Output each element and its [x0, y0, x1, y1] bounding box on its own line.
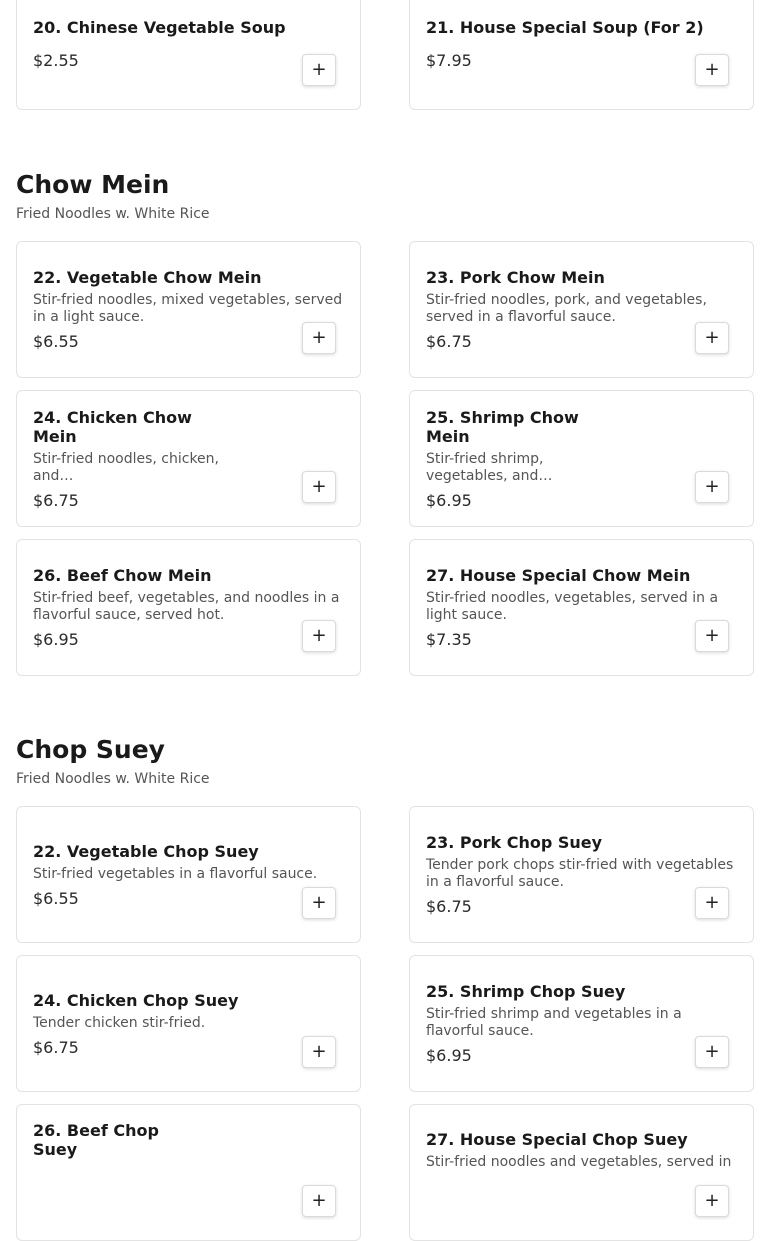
item-description: Stir-fried shrimp and vegetables in a flavorful sauce.	[426, 1006, 682, 1039]
item-price: $6.75	[33, 490, 79, 510]
section-subtitle: Fried Noodles w. White Rice	[16, 771, 210, 787]
item-price: $7.35	[426, 630, 472, 649]
item-name: 22. Vegetable Chop Suey	[33, 841, 259, 861]
item-description: Stir-fried noodles, pork, and vegetables, served in a flavorful sauce.	[426, 292, 707, 325]
section-subtitle: Fried Noodles w. White Rice	[16, 206, 210, 222]
menu-item-card[interactable]	[16, 241, 361, 378]
item-price: $6.95	[426, 490, 472, 510]
item-name: 26. Beef Chow Mein	[33, 566, 212, 585]
add-to-cart-button[interactable]: +	[302, 1036, 336, 1068]
add-to-cart-button[interactable]: +	[695, 1036, 729, 1068]
item-price: $6.75	[33, 1037, 79, 1057]
menu-item-card[interactable]	[16, 806, 361, 943]
menu-item-card[interactable]	[409, 539, 754, 676]
item-description: Stir-fried beef, vegetables, and noodles in a flavorful sauce, served hot.	[33, 590, 340, 623]
item-price: $2.55	[33, 51, 79, 70]
add-to-cart-button[interactable]: +	[302, 322, 336, 354]
item-description: Stir-fried noodles, vegetables, served in a light sauce.	[426, 590, 719, 623]
item-price: $6.55	[33, 332, 79, 351]
menu-item-card[interactable]	[16, 390, 361, 527]
menu-item-card[interactable]	[409, 390, 754, 527]
item-price: $7.95	[426, 51, 472, 70]
menu-item-card[interactable]	[409, 1104, 754, 1241]
add-to-cart-button[interactable]: +	[302, 620, 336, 652]
item-description: Stir-fried vegetables in a flavorful sauce.	[33, 865, 318, 882]
item-name: 21. House Special Soup (For 2)	[426, 18, 704, 37]
item-description: Tender chicken stir-fried.	[33, 1014, 206, 1031]
add-to-cart-button[interactable]: +	[302, 1185, 336, 1217]
item-name: 22. Vegetable Chow Mein	[33, 268, 262, 287]
add-to-cart-button[interactable]: +	[695, 322, 729, 354]
section-title: Chop Suey	[16, 735, 165, 764]
item-name: 24. Chicken Chop Suey	[33, 990, 239, 1010]
add-to-cart-button[interactable]: +	[695, 54, 729, 86]
item-description: Tender pork chops stir-fried with vegetables in a flavorful sauce.	[426, 857, 734, 890]
item-description: Stir-fried noodles, mixed vegetables, served in a light sauce.	[33, 292, 343, 325]
item-price: $6.95	[426, 1046, 472, 1065]
item-price: $6.95	[33, 630, 79, 649]
menu-item-card[interactable]	[409, 241, 754, 378]
menu-item-card[interactable]	[409, 0, 754, 110]
item-name: 20. Chinese Vegetable Soup	[33, 18, 286, 37]
item-name: 23. Pork Chow Mein	[426, 268, 605, 287]
menu-item-card[interactable]	[16, 955, 361, 1092]
item-price: $6.55	[33, 888, 79, 908]
add-to-cart-button[interactable]: +	[695, 620, 729, 652]
add-to-cart-button[interactable]: +	[302, 887, 336, 919]
add-to-cart-button[interactable]: +	[302, 471, 336, 503]
item-name: 27. House Special Chop Suey	[426, 1130, 688, 1149]
item-price: $6.75	[426, 897, 472, 916]
item-description: Stir-fried noodles, chicken, and…	[33, 450, 219, 484]
item-name: 25. Shrimp Chow Mein	[426, 407, 579, 446]
menu-item-card[interactable]	[16, 0, 361, 110]
menu-item-card[interactable]	[409, 955, 754, 1092]
section-title: Chow Mein	[16, 170, 170, 199]
add-to-cart-button[interactable]: +	[695, 471, 729, 503]
menu-item-card[interactable]	[409, 806, 754, 943]
item-description: Stir-fried noodles and vegetables, served in	[426, 1154, 732, 1170]
item-name: 25. Shrimp Chop Suey	[426, 982, 626, 1001]
item-name: 24. Chicken Chow Mein	[33, 407, 192, 446]
add-to-cart-button[interactable]: +	[695, 1185, 729, 1217]
menu-item-card[interactable]	[16, 539, 361, 676]
menu-item-card[interactable]	[16, 1104, 361, 1241]
item-name: 26. Beef Chop Suey	[33, 1121, 159, 1159]
add-to-cart-button[interactable]: +	[695, 887, 729, 919]
item-name: 27. House Special Chow Mein	[426, 566, 691, 585]
item-name: 23. Pork Chop Suey	[426, 833, 603, 852]
add-to-cart-button[interactable]: +	[302, 54, 336, 86]
item-price: $6.75	[426, 332, 472, 351]
item-description: Stir-fried shrimp, vegetables, and…	[426, 450, 553, 484]
